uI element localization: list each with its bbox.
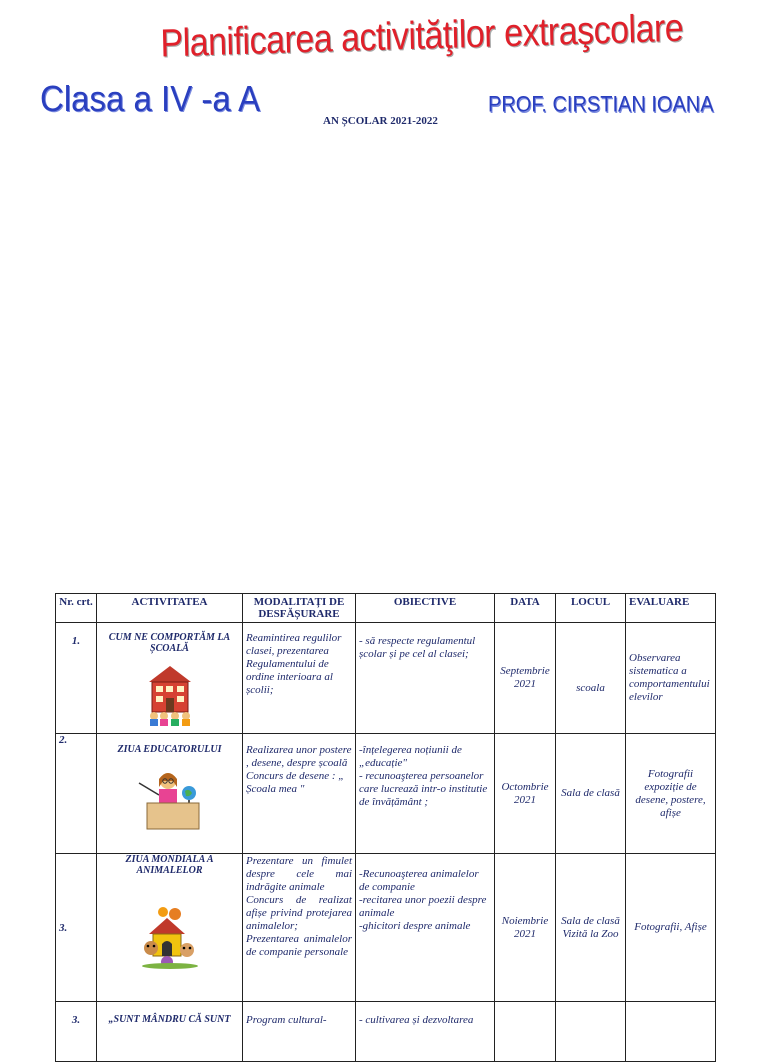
school-year: AN ȘCOLAR 2021-2022 xyxy=(323,115,438,127)
animals-illustration xyxy=(137,898,203,970)
objective-text: -recitarea unor poezii despre animale xyxy=(359,894,487,919)
objective-text: - recunoaşterea persoanelor care lucrează intr-o institutie de învățământ ; xyxy=(359,770,488,808)
activity-cell xyxy=(97,734,243,854)
row-number-text: 3. xyxy=(71,1014,81,1026)
row-number xyxy=(56,623,97,734)
date-cell: Septembrie 2021 xyxy=(495,623,556,734)
modality-text: Concurs de desene : „ Școala mea " xyxy=(246,770,345,795)
activity-title: ZIUA EDUCATORULUI xyxy=(117,744,222,755)
teacher-name: PROF. CIRSTIAN IOANA xyxy=(488,93,714,118)
table-row xyxy=(56,734,716,854)
place-cell: scoala xyxy=(556,623,626,734)
modalities-cell xyxy=(243,1002,356,1062)
modalities-cell xyxy=(243,854,356,1002)
page-title: Planificarea activităţilor extraşcolare xyxy=(160,6,684,66)
evaluation-cell xyxy=(626,1002,716,1062)
modalities-cell xyxy=(243,734,356,854)
modality-text: Reamintirea regulilor clasei, prezentarea Regulamentului de ordine interioara al școlii; xyxy=(246,632,342,696)
modality-text: Prezentarea animalelor de companie personale xyxy=(246,933,352,958)
objective-text: - cultivarea și dezvoltarea xyxy=(359,1014,474,1026)
place-cell xyxy=(556,1002,626,1062)
objectives-cell xyxy=(356,734,495,854)
column-header-objectives: OBIECTIVE xyxy=(356,594,495,623)
place-cell: Sala de clasă xyxy=(556,734,626,854)
row-number xyxy=(56,854,97,1002)
activity-title: „SUNT MÂNDRU CĂ SUNT xyxy=(108,1014,231,1025)
evaluation-cell: Fotografii, Afișe xyxy=(626,854,716,1002)
activity-title: ZIUA MONDIALA A ANIMALELOR xyxy=(125,854,214,876)
activity-cell xyxy=(97,854,243,1002)
modality-text: Concurs de realizat afișe privind protejarea animalelor; xyxy=(246,894,352,932)
class-name: Clasa a IV -a A xyxy=(40,78,261,119)
date-cell: Octombrie 2021 xyxy=(495,734,556,854)
row-number xyxy=(56,1002,97,1062)
objectives-cell xyxy=(356,623,495,734)
objective-text: - să respecte regulamentul școlar și pe cel al clasei; xyxy=(359,635,476,660)
modalities-cell xyxy=(243,623,356,734)
column-header-evaluation: EVALUARE xyxy=(626,594,716,623)
objectives-cell xyxy=(356,854,495,1002)
teacher-illustration xyxy=(135,769,205,831)
activity-cell xyxy=(97,623,243,734)
table-header-row xyxy=(56,594,716,623)
table-row xyxy=(56,854,716,1002)
row-number-text: 2. xyxy=(59,734,68,746)
row-number-text: 3. xyxy=(59,921,68,934)
objective-text: -înțelegerea noțiunii de „educație" xyxy=(359,744,462,769)
evaluation-cell: Fotografii expoziție de desene, postere, afișe xyxy=(626,734,716,854)
table-row xyxy=(56,1002,716,1062)
column-header-place: LOCUL xyxy=(556,594,626,623)
activities-table xyxy=(55,593,716,1062)
row-number-text: 1. xyxy=(71,635,81,647)
activity-title: CUM NE COMPORTĂM LA ȘCOALĂ xyxy=(108,632,231,654)
objectives-cell xyxy=(356,1002,495,1062)
table-row xyxy=(56,623,716,734)
objective-text: -Recunoaşterea animalelor de companie xyxy=(359,868,479,893)
column-header-date: DATA xyxy=(495,594,556,623)
school-illustration xyxy=(145,664,195,726)
evaluation-cell: Observarea sistematica a comportamentului elevilor xyxy=(626,623,716,734)
modality-text: Prezentare un fimulet despre cele mai indrăgite animale xyxy=(246,855,352,893)
row-number xyxy=(56,734,97,854)
modality-text: Program cultural- xyxy=(246,1014,327,1026)
date-cell: Noiembrie 2021 xyxy=(495,854,556,1002)
objective-text: -ghicitori despre animale xyxy=(359,920,471,932)
column-header-activity: ACTIVITATEA xyxy=(97,594,243,623)
date-cell xyxy=(495,1002,556,1062)
activity-cell xyxy=(97,1002,243,1062)
modality-text: Realizarea unor postere , desene, despre școală xyxy=(246,744,352,769)
place-cell: Sala de clasă Vizită la Zoo xyxy=(556,854,626,1002)
column-header-modalities: MODALITAȚI DE DESFĂȘURARE xyxy=(243,594,356,623)
column-header-nr: Nr. crt. xyxy=(56,594,97,623)
